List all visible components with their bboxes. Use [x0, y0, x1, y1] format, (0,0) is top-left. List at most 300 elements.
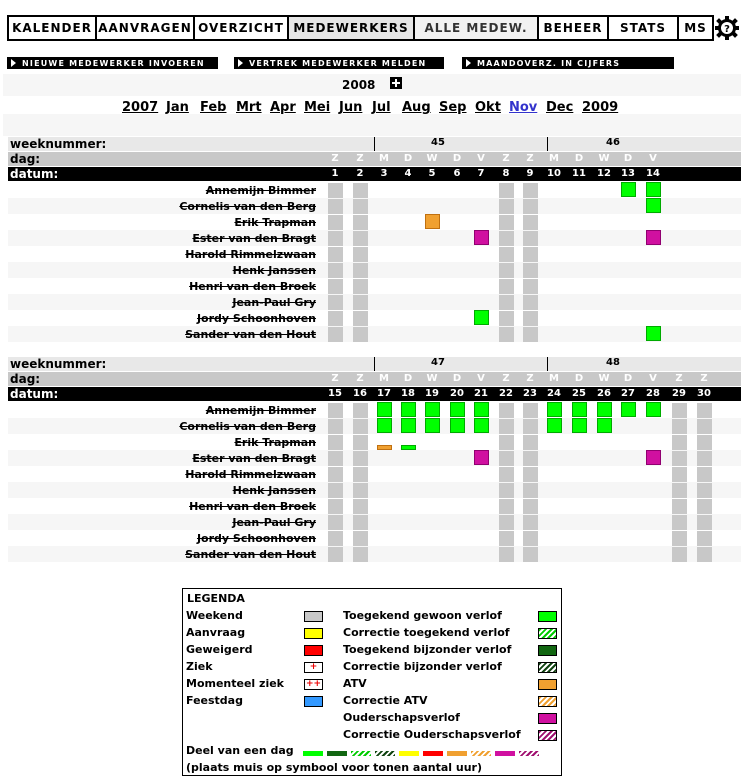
weekend-cell [697, 467, 712, 482]
week-divider [547, 137, 548, 151]
leave-cell-gv[interactable] [474, 418, 489, 433]
legend-swatch-geweigerd [304, 645, 323, 656]
employee-row [8, 466, 741, 482]
momenteel-ziek-cross-icon: ++ [305, 679, 322, 689]
weekend-cell [328, 515, 343, 530]
leave-cell-gv[interactable] [646, 326, 661, 341]
weekend-cell [353, 231, 368, 246]
weekend-cell [523, 279, 538, 294]
day-abbrev: D [403, 373, 413, 384]
leave-cell-gv[interactable] [547, 418, 562, 433]
weekend-cell [523, 515, 538, 530]
date-number: 3 [380, 168, 388, 179]
weekend-cell [672, 403, 687, 418]
employee-name-link[interactable]: Henk Janssen [232, 264, 316, 277]
leave-cell-gv[interactable] [621, 182, 636, 197]
employee-row [8, 514, 741, 530]
play-icon [11, 59, 16, 67]
weekend-cell [523, 311, 538, 326]
leave-cell-gv[interactable] [450, 402, 465, 417]
weekend-cell [353, 311, 368, 326]
leave-cell-ov[interactable] [646, 230, 661, 245]
date-number: 26 [597, 388, 611, 399]
weekend-cell [672, 435, 687, 450]
legend-swatch-orange [538, 679, 557, 690]
weekend-cell [672, 419, 687, 434]
employee-row [8, 498, 741, 514]
employee-row [8, 434, 741, 450]
employee-row [8, 482, 741, 498]
weekend-cell [523, 247, 538, 262]
employee-name-link[interactable]: Ester van den Bragt [192, 452, 316, 465]
legend-swatch-dkgreen [538, 645, 557, 656]
legend-label-momenteel-ziek: Momenteel ziek [186, 677, 284, 690]
svg-text:?: ? [724, 24, 730, 35]
weekend-cell [499, 295, 514, 310]
day-abbrev: M [549, 373, 559, 384]
month-overview-button[interactable]: MAANDOVERZ. IN CIJFERS [462, 57, 674, 69]
weekend-cell [499, 499, 514, 514]
partday-swatch[interactable] [423, 751, 443, 756]
new-employee-button[interactable]: NIEUWE MEDEWERKER INVOEREN [7, 57, 218, 69]
weekend-cell [328, 451, 343, 466]
day-abbrev: Z [700, 373, 708, 384]
day-abbrev: Z [502, 373, 510, 384]
week-number-label: weeknummer: [10, 357, 107, 371]
employee-name-link[interactable]: Ester van den Bragt [192, 232, 316, 245]
weekend-cell [499, 311, 514, 326]
tab-ms[interactable]: MS [679, 17, 712, 39]
weekend-cell [523, 547, 538, 562]
expand-plus-icon[interactable] [390, 77, 402, 89]
help-gear-icon[interactable] [714, 14, 740, 42]
weekend-cell [523, 327, 538, 342]
employee-name-link[interactable]: Annemijn Bimmer [205, 404, 316, 417]
weekend-cell [523, 499, 538, 514]
leave-cell-gv[interactable] [401, 418, 416, 433]
employee-name-link[interactable]: Harold Rimmelzwaan [185, 248, 316, 261]
employee-name-link[interactable]: Sander van den Hout [185, 548, 316, 561]
weekend-cell [353, 435, 368, 450]
employee-row [8, 246, 741, 262]
legend-label-aanvraag: Aanvraag [186, 626, 246, 639]
play-icon [238, 59, 243, 67]
partday-swatch[interactable] [447, 751, 467, 756]
date-number: 6 [453, 168, 461, 179]
weekend-cell [672, 467, 687, 482]
weekend-cell [328, 311, 343, 326]
date-number: 21 [474, 388, 488, 399]
leave-cell-gv[interactable] [572, 402, 587, 417]
day-abbrev: D [574, 153, 584, 164]
legend-label-magenta: Ouderschapsverlof [343, 711, 460, 724]
weekend-cell [499, 483, 514, 498]
date-number: 13 [621, 168, 635, 179]
month-link-aug[interactable]: Aug [402, 100, 431, 115]
day-abbrev: M [549, 153, 559, 164]
legend-label-hatch-green: Correctie toegekend verlof [343, 626, 510, 639]
employee-name-link[interactable]: Henk Janssen [232, 484, 316, 497]
leave-cell-gv[interactable] [646, 182, 661, 197]
month-link-mei[interactable]: Mei [304, 100, 331, 115]
weekend-cell [499, 547, 514, 562]
weekend-cell [672, 483, 687, 498]
date-number: 23 [523, 388, 537, 399]
employee-name-link[interactable]: Jordy Schoonhoven [196, 312, 316, 325]
report-departure-button[interactable]: VERTREK MEDEWERKER MELDEN [234, 57, 444, 69]
legend-label-orange: ATV [343, 677, 367, 690]
leave-cell-ov[interactable] [474, 230, 489, 245]
month-link-2009[interactable]: 2009 [582, 100, 619, 115]
weekend-cell [353, 515, 368, 530]
weekend-cell [328, 231, 343, 246]
weekend-cell [672, 499, 687, 514]
week-number-label: weeknummer: [10, 137, 107, 151]
weekend-cell [353, 215, 368, 230]
week-divider [374, 357, 375, 371]
leave-cell-gv[interactable] [572, 418, 587, 433]
day-abbrev: W [426, 373, 438, 384]
weekend-cell [697, 515, 712, 530]
day-abbrev: V [649, 153, 657, 164]
weekend-cell [328, 531, 343, 546]
date-number: 20 [450, 388, 464, 399]
weekend-cell [328, 419, 343, 434]
employee-row [8, 294, 741, 310]
partday-swatch[interactable] [495, 751, 515, 756]
employee-name-link[interactable]: Henri van den Broek [189, 280, 316, 293]
day-label: dag: [10, 372, 41, 386]
month-link-sep[interactable]: Sep [439, 100, 467, 115]
weekend-cell [523, 467, 538, 482]
week-number-row [8, 137, 741, 151]
date-number: 24 [547, 388, 561, 399]
weekend-cell [353, 183, 368, 198]
legend [182, 588, 562, 776]
weekend-cell [499, 435, 514, 450]
weekend-cell [328, 467, 343, 482]
ziek-cross-icon: + [304, 662, 323, 673]
employee-name-link[interactable]: Cornelis van den Berg [179, 420, 316, 433]
employee-row [8, 546, 741, 562]
employee-row [8, 198, 741, 214]
weekend-cell [523, 183, 538, 198]
weekend-cell [499, 419, 514, 434]
employee-row [8, 214, 741, 230]
day-abbrev: V [477, 373, 485, 384]
day-abbrev: D [574, 373, 584, 384]
weekend-cell [697, 547, 712, 562]
weekend-cell [523, 483, 538, 498]
weekend-cell [499, 531, 514, 546]
legend-swatch-magenta [538, 713, 557, 724]
legend-swatch-hatch-orange [538, 696, 557, 707]
weekend-cell [499, 467, 514, 482]
day-abbrev: Z [502, 153, 510, 164]
weekend-cell [328, 435, 343, 450]
legend-label-dkgreen: Toegekend bijzonder verlof [343, 643, 512, 656]
date-number: 16 [353, 388, 367, 399]
leave-cell-gv[interactable] [597, 402, 612, 417]
employee-name-link[interactable]: Jean-Paul Gry [232, 296, 316, 309]
day-abbrev: V [649, 373, 657, 384]
weekend-cell [353, 419, 368, 434]
weekend-cell [328, 327, 343, 342]
weekend-cell [353, 531, 368, 546]
weekend-cell [328, 279, 343, 294]
week-number: 47 [431, 357, 445, 368]
leave-cell-gv[interactable] [621, 402, 636, 417]
weekend-cell [328, 499, 343, 514]
legend-title: LEGENDA [187, 592, 245, 605]
partday-swatch[interactable] [471, 751, 491, 756]
legend-label-green: Toegekend gewoon verlof [343, 609, 502, 622]
weekend-cell [353, 451, 368, 466]
weekend-cell [353, 403, 368, 418]
week-number-row [8, 357, 741, 371]
day-abbrev: V [477, 153, 485, 164]
weekend-cell [523, 451, 538, 466]
weekend-cell [353, 467, 368, 482]
day-abbrev: Z [331, 153, 339, 164]
month-link-jun[interactable]: Jun [339, 100, 363, 115]
legend-swatch-hatch-dkgreen [538, 662, 557, 673]
month-link-apr[interactable]: Apr [270, 100, 296, 115]
date-number: 30 [697, 388, 711, 399]
date-number: 14 [646, 168, 660, 179]
partday-label: Deel van een dag [186, 744, 294, 757]
leave-cell-gv[interactable] [646, 198, 661, 213]
tab-kalender[interactable]: KALENDER [9, 17, 95, 39]
month-link-okt[interactable]: Okt [475, 100, 501, 115]
partday-swatch[interactable] [351, 751, 371, 756]
date-number: 2 [356, 168, 364, 179]
weekend-cell [353, 295, 368, 310]
leave-cell-gv[interactable] [597, 418, 612, 433]
day-abbrev: Z [526, 373, 534, 384]
leave-cell-gv[interactable] [474, 310, 489, 325]
legend-label-hatch-dkgreen: Correctie bijzonder verlof [343, 660, 502, 673]
tab-beheer[interactable]: BEHEER [539, 17, 607, 39]
weekend-cell [672, 451, 687, 466]
date-number: 9 [526, 168, 534, 179]
weekend-cell [697, 435, 712, 450]
weekend-cell [353, 327, 368, 342]
day-abbrev: Z [356, 153, 364, 164]
weekend-cell [499, 183, 514, 198]
legend-swatch-feestdag [304, 696, 323, 707]
employee-row [8, 402, 741, 418]
date-number: 4 [404, 168, 412, 179]
employee-name-link[interactable]: Erik Trapman [234, 436, 316, 449]
employee-row [8, 310, 741, 326]
month-link-2007[interactable]: 2007 [122, 100, 159, 115]
weekend-cell [499, 231, 514, 246]
leave-cell-gv[interactable] [401, 402, 416, 417]
day-abbrev: Z [526, 153, 534, 164]
tab-alle-medew[interactable]: ALLE MEDEW. [415, 17, 537, 39]
weekend-cell [523, 199, 538, 214]
employee-row [8, 450, 741, 466]
weekend-cell [353, 199, 368, 214]
weekend-cell [353, 547, 368, 562]
weekend-cell [523, 403, 538, 418]
date-number: 7 [477, 168, 485, 179]
day-abbrev: W [426, 153, 438, 164]
weekend-cell [353, 247, 368, 262]
weekend-cell [328, 263, 343, 278]
employee-name-link[interactable]: Henri van den Broek [189, 500, 316, 513]
employee-name-link[interactable]: Sander van den Hout [185, 328, 316, 341]
weekend-cell [523, 435, 538, 450]
date-number: 10 [547, 168, 561, 179]
leave-cell-ov[interactable] [646, 450, 661, 465]
date-number: 1 [331, 168, 339, 179]
legend-swatch-aanvraag [304, 628, 323, 639]
weekend-cell [499, 327, 514, 342]
leave-cell-gv[interactable] [474, 402, 489, 417]
calendar-period-2 [8, 357, 741, 567]
legend-swatch-hatch-magenta [538, 730, 557, 741]
employee-row [8, 326, 741, 342]
day-abbrev: D [623, 373, 633, 384]
play-icon [466, 59, 471, 67]
month-link-nov[interactable]: Nov [509, 100, 538, 115]
employee-name-link[interactable]: Harold Rimmelzwaan [185, 468, 316, 481]
leave-cell-gv[interactable] [547, 402, 562, 417]
weekend-cell [672, 531, 687, 546]
weekend-cell [328, 183, 343, 198]
legend-label-hatch-magenta: Correctie Ouderschapsverlof [343, 728, 521, 741]
leave-cell-ov[interactable] [474, 450, 489, 465]
weekend-cell [523, 231, 538, 246]
day-abbrev: Z [331, 373, 339, 384]
leave-cell-gv[interactable] [646, 402, 661, 417]
legend-label-feestdag: Feestdag [186, 694, 243, 707]
week-divider [547, 357, 548, 371]
leave-cell-gv[interactable] [425, 418, 440, 433]
day-row [8, 372, 741, 386]
day-abbrev: Z [675, 373, 683, 384]
tab-medewerkers[interactable]: MEDEWERKERS [289, 17, 413, 39]
main-nav [7, 15, 714, 41]
leave-cell-atv[interactable] [425, 214, 440, 229]
employee-row [8, 230, 741, 246]
leave-cell-gv[interactable] [450, 418, 465, 433]
employee-name-link[interactable]: Cornelis van den Berg [179, 200, 316, 213]
date-number: 17 [377, 388, 391, 399]
leave-cell-gv[interactable] [377, 402, 392, 417]
date-number: 25 [572, 388, 586, 399]
legend-swatch-weekend [304, 611, 323, 622]
partday-swatch[interactable] [519, 751, 539, 756]
weekend-cell [523, 531, 538, 546]
tab-overzicht[interactable]: OVERZICHT [195, 17, 287, 39]
partday-swatch[interactable] [399, 751, 419, 756]
day-label: dag: [10, 152, 41, 166]
weekend-cell [499, 451, 514, 466]
day-abbrev: D [452, 153, 462, 164]
partday-swatch[interactable] [327, 751, 347, 756]
date-label: datum: [10, 167, 59, 181]
legend-label-weekend: Weekend [186, 609, 243, 622]
legend-swatch-green [538, 611, 557, 622]
legend-label-geweigerd: Geweigerd [186, 643, 253, 656]
legend-note: (plaats muis op symbool voor tonen aantal uur) [186, 761, 483, 774]
employee-name-link[interactable]: Jean-Paul Gry [232, 516, 316, 529]
weekend-cell [353, 263, 368, 278]
weekend-cell [328, 247, 343, 262]
weekend-cell [328, 199, 343, 214]
weekend-cell [697, 403, 712, 418]
date-number: 11 [572, 168, 586, 179]
weekend-cell [672, 547, 687, 562]
date-number: 19 [425, 388, 439, 399]
day-abbrev: M [379, 153, 389, 164]
month-link-feb[interactable]: Feb [200, 100, 227, 115]
date-number: 22 [499, 388, 513, 399]
weekend-cell [328, 483, 343, 498]
weekend-cell [499, 515, 514, 530]
weekend-cell [328, 295, 343, 310]
weekend-cell [697, 483, 712, 498]
weekend-cell [353, 279, 368, 294]
day-abbrev: D [403, 153, 413, 164]
date-row [8, 387, 741, 401]
employee-row [8, 278, 741, 294]
day-abbrev: W [598, 373, 610, 384]
legend-label-ziek: Ziek [186, 660, 213, 673]
weekend-cell [499, 199, 514, 214]
day-abbrev: Z [356, 373, 364, 384]
tab-aanvragen[interactable]: AANVRAGEN [97, 17, 193, 39]
month-link-jan[interactable]: Jan [166, 100, 189, 115]
day-abbrev: M [379, 373, 389, 384]
date-number: 28 [646, 388, 660, 399]
day-abbrev: D [623, 153, 633, 164]
employee-row [8, 530, 741, 546]
day-abbrev: D [452, 373, 462, 384]
month-link-jul[interactable]: Jul [372, 100, 391, 115]
weekend-cell [523, 215, 538, 230]
date-number: 18 [401, 388, 415, 399]
weekend-cell [499, 215, 514, 230]
week-number: 45 [431, 137, 445, 148]
weekend-cell [353, 499, 368, 514]
employee-row [8, 182, 741, 198]
employee-name-link[interactable]: Erik Trapman [234, 216, 316, 229]
weekend-cell [328, 403, 343, 418]
partday-swatch[interactable] [303, 751, 323, 756]
calendar-period-1 [8, 137, 741, 347]
date-number: 8 [502, 168, 510, 179]
month-link-mrt[interactable]: Mrt [236, 100, 262, 115]
week-divider [374, 137, 375, 151]
leave-cell-gv[interactable] [425, 402, 440, 417]
partday-swatch[interactable] [375, 751, 395, 756]
weekend-cell [353, 483, 368, 498]
week-number: 46 [606, 137, 620, 148]
employee-name-link[interactable]: Annemijn Bimmer [205, 184, 316, 197]
weekend-cell [523, 263, 538, 278]
legend-swatch-hatch-green [538, 628, 557, 639]
leave-cell-gv[interactable] [377, 418, 392, 433]
weekend-cell [499, 403, 514, 418]
month-link-dec[interactable]: Dec [546, 100, 574, 115]
employee-row [8, 262, 741, 278]
employee-name-link[interactable]: Jordy Schoonhoven [196, 532, 316, 545]
tab-stats[interactable]: STATS [609, 17, 677, 39]
